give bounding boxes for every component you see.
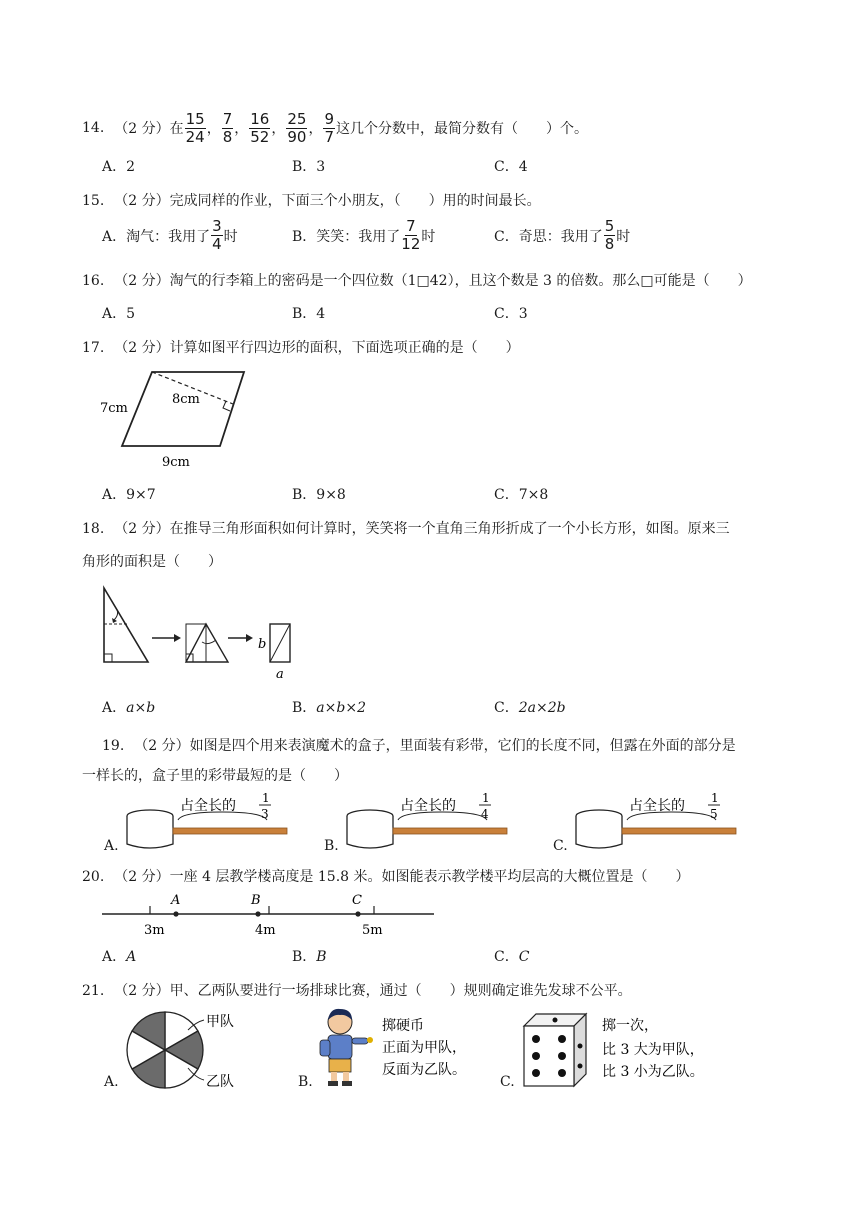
q14-fraction-3: $\frac{16}{52}$ [250,109,270,146]
ribbon-box-c [571,788,741,854]
q19-option-c-label[interactable]: C. [553,838,568,854]
q21-option-c-label[interactable]: C. [500,1074,515,1090]
dice-figure [518,1006,718,1092]
parallelogram-figure [98,364,258,472]
q21-number: 21. [82,983,105,999]
q19-line2: 一样长的，盒子里的彩带最短的是（ ） [82,768,348,784]
height-label: 8cm [172,392,200,407]
q18-text1: （2 分）在推导三角形面积如何计算时，笑笑将一个直角三角形折成了一个小长方形，如图。原来三 [114,521,730,537]
ribbon-box-a [122,788,292,854]
q21-option-b-label[interactable]: B. [298,1074,313,1090]
dice-line2: 比 3 大为甲队， [602,1042,704,1058]
base-label: 9cm [162,455,190,470]
q16-number: 16. [82,273,105,289]
ribbon-box-b [342,788,512,854]
q17-option-b[interactable]: B．9×8 [292,487,346,503]
tick-3m: 3m [144,923,165,938]
a-label: a [276,667,284,680]
q14-tail: 这几个分数中，最简分数有（ ）个。 [336,121,588,137]
q16-option-a[interactable]: A．5 [102,306,136,322]
coin-boy-figure [314,1004,484,1092]
q15 [82,190,541,210]
q16-option-c[interactable]: C．3 [494,306,528,322]
q15-number: 15. [82,193,105,209]
coin-line3: 反面为乙队。 [382,1062,466,1078]
q18-line2: 角形的面积是（ ） [82,554,222,570]
q20-number: 20. [82,869,105,885]
q14-option-c[interactable]: C．4 [494,159,528,175]
q14-option-b[interactable]: B．3 [292,159,326,175]
yi-team-label: 乙队 [206,1074,234,1090]
svg-text:4: 4 [481,807,489,821]
dice-line1: 掷一次， [602,1018,658,1034]
q14-fraction-1: $\frac{15}{24}$ [185,109,205,146]
b-label: b [258,637,267,652]
q18-line1 [82,518,730,538]
q14-option-a[interactable]: A．2 [102,159,136,175]
q17 [82,337,520,357]
tick-4m: 4m [255,923,276,938]
q18-option-c[interactable]: C．2a×2b [494,700,566,716]
q21-option-a-label[interactable]: A. [104,1074,119,1090]
q19-number: 19. [102,738,125,754]
q20-option-c[interactable]: C．C [494,949,530,965]
number-line [98,890,438,942]
svg-text:1: 1 [262,791,270,805]
q14-fraction-4: $\frac{25}{90}$ [287,109,307,146]
svg-text:3: 3 [261,807,269,821]
q20 [82,866,690,886]
box-a-caption: 占全长的 [180,798,236,814]
q18-number: 18. [82,521,105,537]
q15-option-b[interactable]: B．笑笑：我用了 $\frac{7}{12}$ 时 [292,217,436,253]
triangle-fold-figure [98,584,298,680]
q14-number: 14. [82,120,105,136]
q17-option-a[interactable]: A．9×7 [102,487,156,503]
q14-fraction-2: $\frac{7}{8}$ [222,109,233,146]
q14: 14. （2 分）在 $\frac{15}{24}$ ， $\frac{7}{8}$ ， $\frac{16}{52}$ ， $\frac{25}{90}$ ， $\frac{9}{7}$ 这几个分数中，最简分数有（ ）个。 [82,109,588,146]
jia-team-label: 甲队 [206,1014,234,1030]
q19-option-a-label[interactable]: A. [104,838,119,854]
coin-line2: 正面为甲队， [382,1040,466,1056]
q21 [82,980,632,1000]
q20-text: （2 分）一座 4 层教学楼高度是 15.8 米。如图能表示教学楼平均层高的大概位置是（ ） [114,869,690,885]
q16-text: （2 分）淘气的行李箱上的密码是一个四位数（1□42），且这个数是 3 的倍数。那么□可能是（ ） [114,273,752,289]
q18-option-b[interactable]: B．a×b×2 [292,700,366,716]
q19-text1: （2 分）如图是四个用来表演魔术的盒子，里面装有彩带，它们的长度不同，但露在外面的部分是 [134,738,736,754]
q19-line1 [102,735,736,755]
svg-text:5: 5 [710,807,718,821]
q18-option-a[interactable]: A．a×b [102,700,156,716]
side-label: 7cm [100,401,128,416]
q15-option-c[interactable]: C．奇思：我用了 $\frac{5}{8}$ 时 [494,217,631,253]
dice-line3: 比 3 小为乙队。 [602,1064,704,1080]
q16 [82,270,752,290]
q14-fraction-5: $\frac{9}{7}$ [324,109,334,146]
q17-text: （2 分）计算如图平行四边形的面积，下面选项正确的是（ ） [114,340,520,356]
coin-line1: 掷硬币 [382,1018,424,1034]
q17-option-c[interactable]: C．7×8 [494,487,549,503]
q15-text: （2 分）完成同样的作业，下面三个小朋友，（ ）用的时间最长。 [114,193,541,209]
q21-text: （2 分）甲、乙两队要进行一场排球比赛，通过（ ）规则确定谁先发球不公平。 [114,983,632,999]
q20-option-b[interactable]: B．B [292,949,327,965]
box-b-caption: 占全长的 [400,798,456,814]
box-c-caption: 占全长的 [629,798,685,814]
q17-number: 17. [82,340,105,356]
q16-option-b[interactable]: B．4 [292,306,326,322]
point-b: B [251,893,261,908]
q19-option-b-label[interactable]: B. [324,838,339,854]
svg-text:1: 1 [482,791,490,805]
spinner-figure [124,1008,264,1092]
point-c: C [352,893,362,908]
q15-option-a[interactable]: A．淘气：我用了 $\frac{3}{4}$ 时 [102,217,238,253]
q20-option-a[interactable]: A．A [102,949,137,965]
point-a: A [171,893,181,908]
svg-text:1: 1 [711,791,719,805]
tick-5m: 5m [362,923,383,938]
q14-score: （2 分）在 [114,121,184,137]
